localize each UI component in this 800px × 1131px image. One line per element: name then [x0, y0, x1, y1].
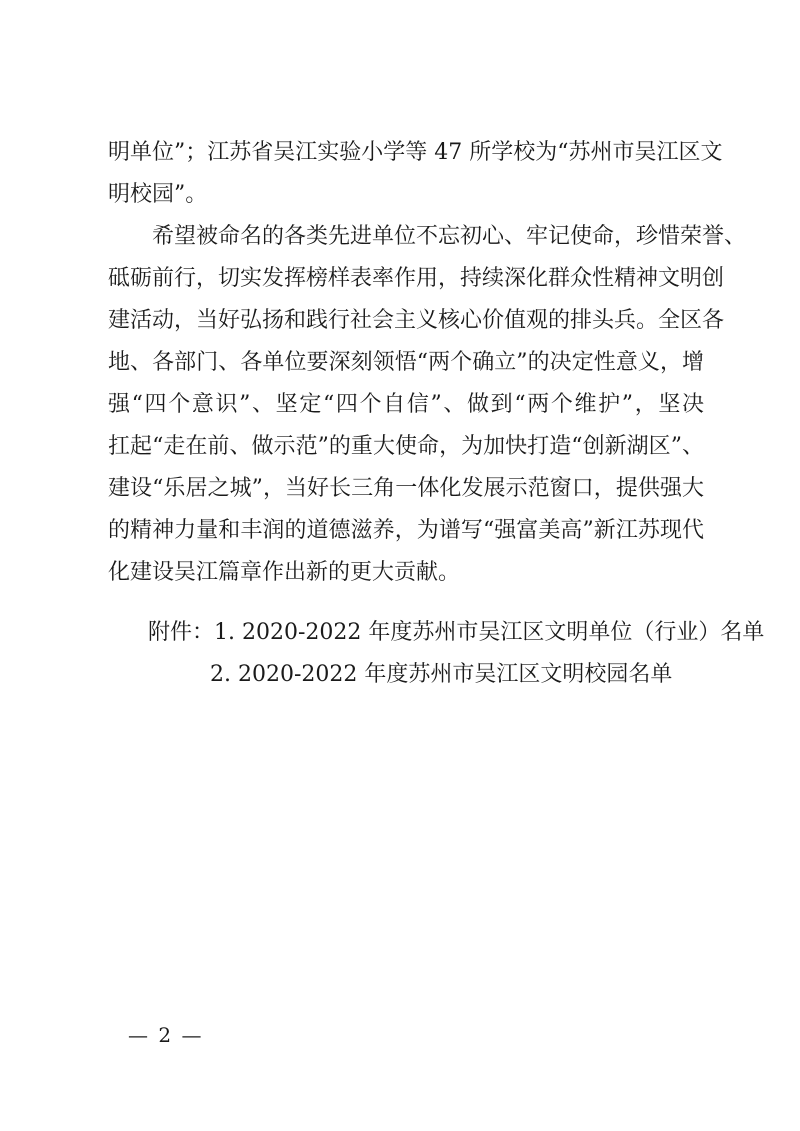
attachment-item: 2. 2020-2022 年度苏州市吴江区文明校园名单: [210, 662, 673, 687]
paragraph-continuation: [108, 132, 723, 216]
text-line: 强“四个意识”、坚定“四个自信”、做到“两个维护”，坚决: [108, 392, 704, 417]
paragraph-body: [108, 216, 747, 594]
text-line: 建设“乐居之城”，当好长三角一体化发展示范窗口，提供强大: [108, 476, 704, 501]
text-line: 的精神力量和丰润的道德滋养，为谱写“强富美高”新江苏现代: [108, 518, 704, 543]
text-line: 明校园”。: [108, 182, 208, 207]
text-line: 明单位”；江苏省吴江实验小学等 47 所学校为“苏州市吴江区文: [108, 140, 723, 165]
page-number: — 2 —: [128, 1023, 204, 1047]
text-line: 化建设吴江篇章作出新的更大贡献。: [108, 560, 461, 585]
text-line: 希望被命名的各类先进单位不忘初心、牢记使命，珍惜荣誉、: [108, 224, 747, 249]
text-line: 砥砺前行，切实发挥榜样表率作用，持续深化群众性精神文明创: [108, 266, 725, 291]
attachments-list: [148, 612, 765, 696]
text-line: 地、各部门、各单位要深刻领悟“两个确立”的决定性意义，增: [108, 350, 704, 375]
attachment-item: 附件：1. 2020-2022 年度苏州市吴江区文明单位（行业）名单: [148, 620, 765, 645]
text-line: 扛起“走在前、做示范”的重大使命，为加快打造“创新湖区”、: [108, 434, 704, 459]
text-line: 建活动，当好弘扬和践行社会主义核心价值观的排头兵。全区各: [108, 308, 725, 333]
